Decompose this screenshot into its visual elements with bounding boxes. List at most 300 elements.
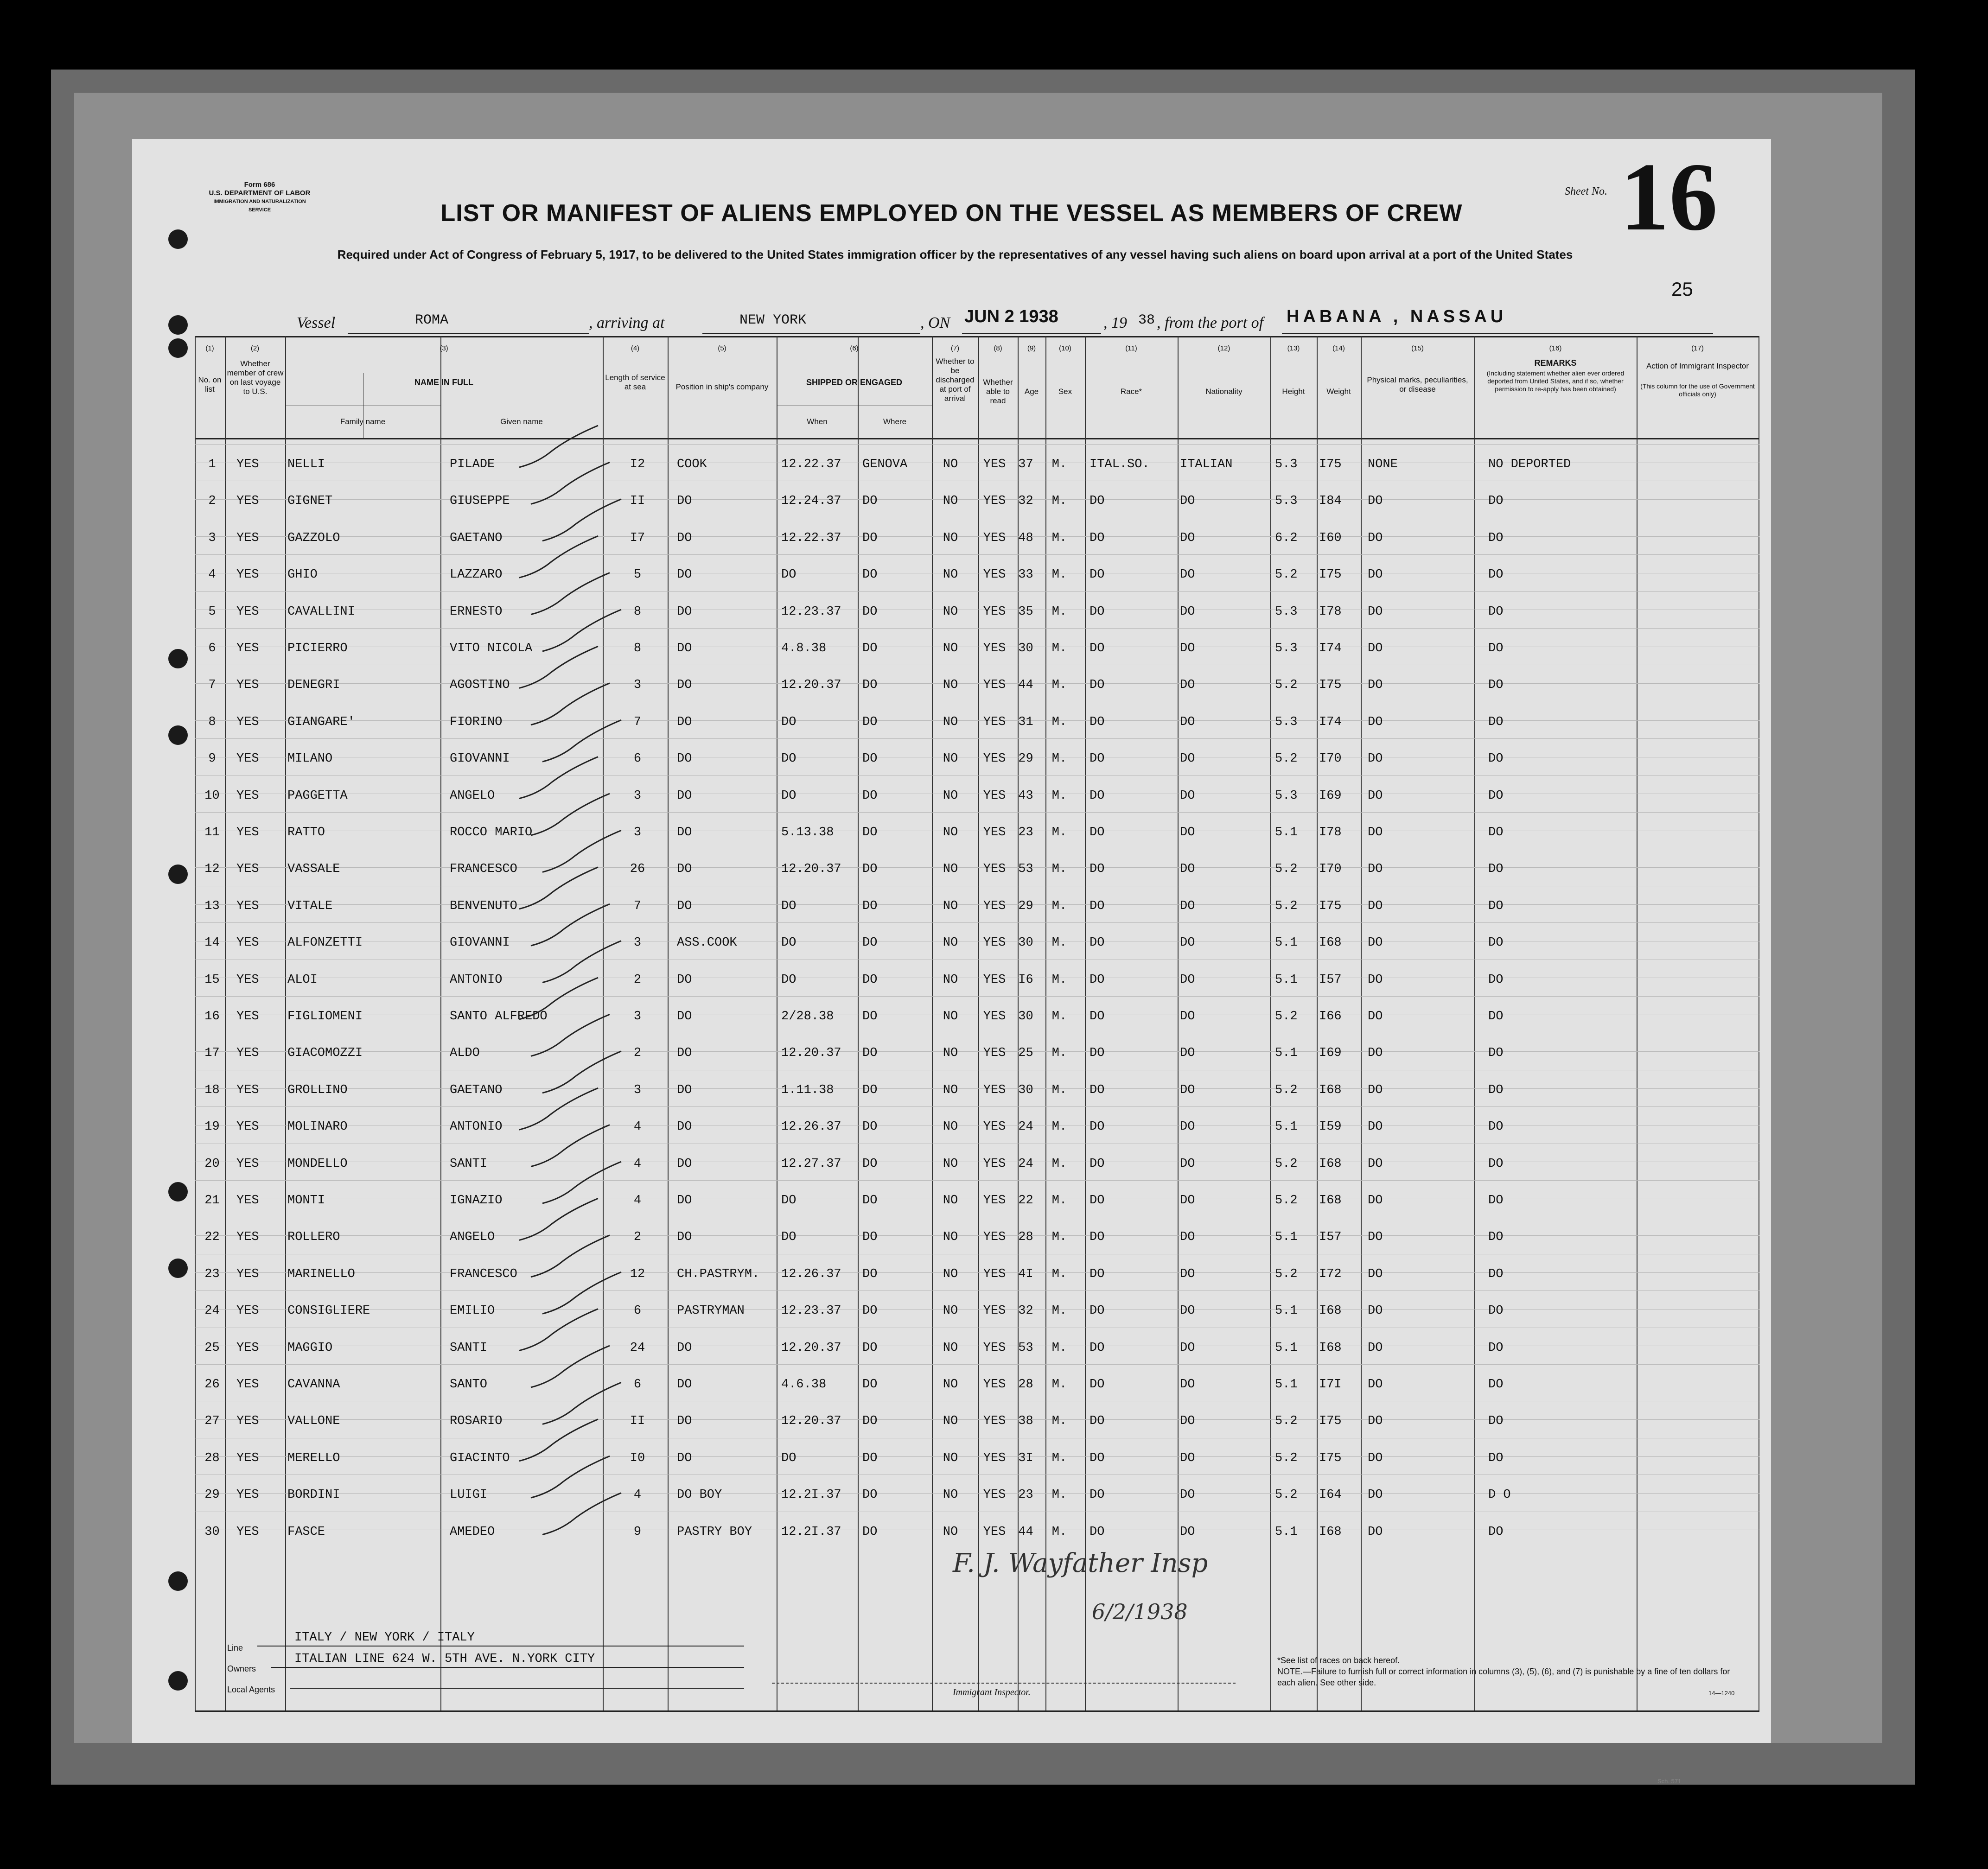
- table-cell: DO: [1368, 826, 1383, 839]
- table-cell: YES: [236, 752, 259, 766]
- table-cell: NO: [943, 936, 958, 950]
- table-cell: DO: [677, 1157, 692, 1171]
- table-cell: DO: [1180, 936, 1195, 950]
- table-cell: 5.1: [1275, 1378, 1298, 1392]
- table-cell: M.: [1051, 862, 1067, 877]
- col-header: Nationality: [1205, 387, 1242, 396]
- table-cell: DO: [862, 1046, 878, 1061]
- check-mark: [542, 610, 621, 651]
- check-mark: [531, 462, 610, 504]
- table-cell: 32: [1018, 1304, 1033, 1318]
- table-cell: BORDINI: [287, 1488, 340, 1502]
- table-cell: CH.PASTRYM.: [677, 1267, 760, 1281]
- table-cell: 23: [1018, 1488, 1033, 1502]
- table-cell: DO: [1180, 715, 1195, 729]
- table-cell: RATTO: [287, 826, 325, 839]
- from-port-label: , from the port of: [1157, 314, 1264, 331]
- col-num: (2): [250, 344, 260, 352]
- table-cell: I74: [1319, 715, 1342, 729]
- table-cell: I70: [1319, 862, 1342, 877]
- table-cell: DO: [1090, 531, 1105, 545]
- table-cell: DO: [862, 788, 878, 803]
- table-cell: DO: [1180, 1157, 1195, 1171]
- table-cell: YES: [236, 1194, 259, 1208]
- table-cell: DO: [1488, 1230, 1504, 1245]
- table-cell: DO: [677, 1120, 692, 1134]
- col-num: (8): [994, 344, 1002, 352]
- table-cell: DO: [677, 1230, 692, 1245]
- table-cell: LAZZARO: [450, 568, 503, 582]
- inspector-signature-line: [772, 1683, 1236, 1684]
- table-cell: I60: [1319, 531, 1342, 545]
- table-cell: YES: [983, 788, 1006, 803]
- table-cell: I84: [1319, 494, 1342, 509]
- table-cell: YES: [983, 1194, 1006, 1208]
- table-cell: SANTI: [450, 1157, 488, 1171]
- binder-hole: [168, 1571, 188, 1591]
- table-cell: DO: [677, 494, 692, 509]
- col-num: (5): [718, 344, 726, 352]
- table-cell: 23: [1018, 826, 1033, 839]
- table-cell: 5.1: [1275, 1525, 1298, 1539]
- table-cell: DO: [862, 1083, 878, 1097]
- table-cell: NO: [943, 1488, 958, 1502]
- table-cell: 4: [633, 1194, 642, 1208]
- binder-hole: [168, 1671, 188, 1691]
- col-num: (16): [1549, 344, 1562, 352]
- table-cell: 5.3: [1275, 788, 1298, 803]
- table-cell: I78: [1319, 604, 1342, 619]
- table-cell: DO: [1368, 1120, 1383, 1134]
- table-cell: 25: [1018, 1046, 1033, 1061]
- table-cell: NO: [943, 752, 958, 766]
- table-cell: 13: [204, 899, 220, 913]
- table-cell: IGNAZIO: [450, 1194, 503, 1208]
- table-cell: DO: [677, 1083, 692, 1097]
- table-cell: DO: [1180, 899, 1195, 913]
- col-subheader: Given name: [500, 417, 543, 426]
- table-cell: DO: [1488, 642, 1504, 655]
- table-cell: ALFONZETTI: [287, 936, 363, 950]
- table-cell: YES: [983, 1341, 1006, 1355]
- check-mark: [531, 1346, 610, 1387]
- table-cell: DO: [1180, 1525, 1195, 1539]
- table-cell: DO: [781, 715, 796, 729]
- departure-port: HABANA , NASSAU: [1287, 307, 1507, 326]
- table-cell: I75: [1319, 678, 1342, 693]
- table-cell: M.: [1051, 752, 1067, 766]
- table-cell: I64: [1319, 1488, 1342, 1502]
- table-cell: 12.20.37: [781, 1046, 841, 1061]
- table-cell: I70: [1319, 752, 1342, 766]
- table-cell: 7: [208, 678, 216, 693]
- date-underline: [962, 333, 1101, 334]
- vessel-label: Vessel: [297, 314, 336, 331]
- table-cell: BENVENUTO: [450, 899, 517, 913]
- table-cell: M.: [1051, 1378, 1067, 1392]
- table-cell: 12.22.37: [781, 531, 841, 545]
- table-cell: I68: [1319, 1194, 1342, 1208]
- table-cell: DO: [1368, 1414, 1383, 1429]
- table-cell: DO: [1488, 1414, 1504, 1429]
- table-cell: DO: [677, 604, 692, 619]
- table-cell: DO: [1368, 973, 1383, 987]
- col-num: (13): [1287, 344, 1300, 352]
- table-cell: 2: [633, 1046, 642, 1061]
- table-cell: NO: [943, 1083, 958, 1097]
- table-cell: DO: [862, 715, 878, 729]
- table-cell: DO: [1488, 936, 1504, 950]
- col-num: (12): [1217, 344, 1230, 352]
- table-cell: 12.2I.37: [781, 1488, 841, 1502]
- table-cell: I68: [1319, 1083, 1342, 1097]
- table-cell: 5.2: [1275, 1488, 1298, 1502]
- table-cell: 33: [1018, 568, 1033, 582]
- table-cell: DO: [1090, 1010, 1105, 1024]
- table-cell: DO: [781, 1230, 796, 1245]
- table-cell: DO: [1090, 1525, 1105, 1539]
- table-cell: 4I: [1018, 1267, 1033, 1281]
- table-cell: DO: [1488, 1378, 1504, 1392]
- table-cell: 29: [1018, 752, 1033, 766]
- table-cell: 5.3: [1275, 715, 1298, 729]
- check-mark: [531, 794, 610, 835]
- table-cell: 12.24.37: [781, 494, 841, 509]
- table-cell: 5.2: [1275, 1267, 1298, 1281]
- table-cell: DO: [1090, 752, 1105, 766]
- table-cell: DO: [1090, 1451, 1105, 1465]
- table-cell: 37: [1018, 458, 1033, 471]
- table-cell: DO: [1180, 862, 1195, 877]
- table-cell: 9: [633, 1525, 642, 1539]
- table-cell: 30: [1018, 1010, 1033, 1024]
- table-cell: M.: [1051, 1083, 1067, 1097]
- table-cell: DO: [1368, 1488, 1383, 1502]
- table-cell: DO: [1180, 531, 1195, 545]
- table-cell: 30: [1018, 642, 1033, 655]
- col-subheader: (This column for the use of Government officials only): [1640, 382, 1755, 398]
- table-cell: 2: [633, 973, 642, 987]
- col-num: (10): [1059, 344, 1071, 352]
- table-cell: DO: [1090, 494, 1105, 509]
- table-cell: ANTONIO: [450, 1120, 503, 1134]
- table-cell: YES: [236, 1157, 259, 1171]
- check-mark: [542, 499, 621, 541]
- table-cell: 44: [1018, 678, 1033, 693]
- table-cell: YES: [983, 715, 1006, 729]
- binder-hole: [168, 1182, 188, 1202]
- table-cell: NO: [943, 973, 958, 987]
- table-cell: DO: [1180, 1120, 1195, 1134]
- table-cell: 5.1: [1275, 1304, 1298, 1318]
- signature-date: 6/2/1938: [1092, 1599, 1188, 1624]
- table-cell: 38: [1018, 1414, 1033, 1429]
- form-notes: [1277, 1655, 1741, 1688]
- table-cell: I66: [1319, 1010, 1342, 1024]
- table-cell: DO: [862, 826, 878, 839]
- table-cell: I72: [1319, 1267, 1342, 1281]
- table-cell: I74: [1319, 642, 1342, 655]
- table-cell: 12.23.37: [781, 1304, 841, 1318]
- table-cell: 5.2: [1275, 1010, 1298, 1024]
- table-cell: 3: [633, 1083, 642, 1097]
- table-cell: DO: [1180, 1083, 1195, 1097]
- table-cell: GAETANO: [450, 531, 503, 545]
- table-cell: 3: [633, 788, 642, 803]
- check-mark: [542, 1272, 621, 1314]
- table-cell: YES: [983, 1451, 1006, 1465]
- check-mark: [542, 1162, 621, 1203]
- table-cell: DO: [862, 568, 878, 582]
- col-num: (9): [1027, 344, 1036, 352]
- table-cell: M.: [1051, 1525, 1067, 1539]
- table-cell: NO: [943, 568, 958, 582]
- table-cell: ROLLERO: [287, 1230, 340, 1245]
- arriving-port: NEW YORK: [739, 312, 807, 328]
- table-cell: YES: [983, 1378, 1006, 1392]
- table-cell: 9: [208, 752, 216, 766]
- table-cell: DO: [1368, 568, 1383, 582]
- col-subheader: Where: [883, 417, 907, 426]
- table-cell: YES: [236, 1414, 259, 1429]
- table-cell: GIOVANNI: [450, 936, 510, 950]
- table-cell: ITALIAN: [1180, 458, 1233, 471]
- table-cell: 43: [1018, 788, 1033, 803]
- table-cell: 4.6.38: [781, 1378, 827, 1392]
- table-cell: SANTI: [450, 1341, 488, 1355]
- table-cell: 3: [208, 531, 216, 545]
- table-cell: NO: [943, 1451, 958, 1465]
- table-cell: YES: [236, 936, 259, 950]
- table-cell: M.: [1051, 788, 1067, 803]
- table-cell: M.: [1051, 826, 1067, 839]
- table-cell: 30: [1018, 1083, 1033, 1097]
- table-cell: 1.11.38: [781, 1083, 834, 1097]
- table-cell: YES: [983, 826, 1006, 839]
- table-cell: DO: [781, 752, 796, 766]
- table-cell: MONTI: [287, 1194, 325, 1208]
- table-cell: M.: [1051, 973, 1067, 987]
- col-subheader: When: [807, 417, 828, 426]
- table-cell: DO: [1090, 862, 1105, 877]
- vessel-name: ROMA: [415, 312, 449, 328]
- table-cell: YES: [983, 531, 1006, 545]
- table-cell: ANGELO: [450, 788, 495, 803]
- table-cell: YES: [983, 1046, 1006, 1061]
- table-cell: DO: [1368, 604, 1383, 619]
- table-cell: YES: [983, 1304, 1006, 1318]
- col-header: REMARKS: [1534, 358, 1577, 368]
- table-cell: DO: [1090, 1157, 1105, 1171]
- table-cell: M.: [1051, 1230, 1067, 1245]
- check-mark: [519, 1419, 598, 1461]
- table-cell: DO: [1368, 715, 1383, 729]
- table-cell: 8: [208, 715, 216, 729]
- table-cell: NO: [943, 1341, 958, 1355]
- table-cell: DO: [1488, 788, 1504, 803]
- check-mark: [531, 1014, 610, 1056]
- table-cell: YES: [236, 788, 259, 803]
- table-cell: DO: [862, 899, 878, 913]
- table-cell: DO: [862, 1488, 878, 1502]
- col-header: Whether member of crew on last voyage to U.S.: [227, 359, 284, 396]
- table-cell: DO: [781, 1194, 796, 1208]
- arriving-label: , arriving at: [589, 314, 665, 331]
- table-cell: II: [630, 494, 645, 509]
- table-cell: I78: [1319, 826, 1342, 839]
- table-cell: 20: [204, 1157, 220, 1171]
- table-cell: DO: [1090, 788, 1105, 803]
- table-cell: YES: [983, 1488, 1006, 1502]
- check-mark: [542, 1493, 621, 1535]
- table-cell: DO: [677, 1414, 692, 1429]
- table-cell: DO: [1368, 862, 1383, 877]
- col-header: Whether able to read: [983, 378, 1013, 405]
- table-cell: M.: [1051, 1451, 1067, 1465]
- table-cell: 5.2: [1275, 1451, 1298, 1465]
- table-cell: DO: [1368, 1341, 1383, 1355]
- local-agents-label: Local Agents: [227, 1685, 275, 1694]
- table-cell: I7I: [1319, 1378, 1342, 1392]
- table-cell: DO: [781, 568, 796, 582]
- table-cell: YES: [983, 752, 1006, 766]
- table-cell: 5.1: [1275, 826, 1298, 839]
- table-cell: FASCE: [287, 1525, 325, 1539]
- table-cell: 28: [1018, 1230, 1033, 1245]
- table-cell: AGOSTINO: [450, 678, 510, 693]
- table-cell: DO: [1488, 1525, 1504, 1539]
- table-cell: NELLI: [287, 458, 325, 471]
- table-cell: DO: [1488, 973, 1504, 987]
- table-cell: DO: [781, 973, 796, 987]
- table-cell: 30: [1018, 936, 1033, 950]
- binder-hole: [168, 338, 188, 358]
- table-cell: 12: [204, 862, 220, 877]
- table-cell: FIORINO: [450, 715, 503, 729]
- table-cell: DO: [862, 494, 878, 509]
- table-cell: YES: [236, 1046, 259, 1061]
- table-cell: YES: [236, 1120, 259, 1134]
- table-cell: YES: [236, 715, 259, 729]
- table-cell: MERELLO: [287, 1451, 340, 1465]
- table-cell: DO: [677, 1341, 692, 1355]
- table-cell: DO: [1090, 1194, 1105, 1208]
- check-mark: [542, 1051, 621, 1093]
- table-cell: DO: [1090, 826, 1105, 839]
- table-cell: 5.3: [1275, 458, 1298, 471]
- table-cell: NO: [943, 494, 958, 509]
- table-cell: DO: [1488, 678, 1504, 693]
- table-cell: I59: [1319, 1120, 1342, 1134]
- table-bottom-border: [195, 1710, 1759, 1712]
- department-name: U.S. DEPARTMENT OF LABOR: [209, 189, 311, 197]
- table-cell: M.: [1051, 568, 1067, 582]
- table-cell: DO: [677, 826, 692, 839]
- table-cell: 5.2: [1275, 752, 1298, 766]
- table-cell: 12.2I.37: [781, 1525, 841, 1539]
- document-subtitle: Required under Act of Congress of February 5, 1917, to be delivered to the United States immigration officer by the representatives of any vessel having such aliens on board upon arrival at a port of the United States: [337, 248, 1573, 261]
- table-cell: YES: [983, 568, 1006, 582]
- table-cell: DO: [862, 1414, 878, 1429]
- table-cell: DO: [677, 1010, 692, 1024]
- table-cell: YES: [236, 1525, 259, 1539]
- table-cell: DO: [1488, 1267, 1504, 1281]
- table-cell: DO: [1090, 899, 1105, 913]
- table-cell: AMEDEO: [450, 1525, 495, 1539]
- table-cell: CAVANNA: [287, 1378, 340, 1392]
- table-cell: M.: [1051, 494, 1067, 509]
- table-cell: M.: [1051, 1194, 1067, 1208]
- table-cell: SANTO: [450, 1378, 488, 1392]
- table-cell: 11: [204, 826, 220, 839]
- table-cell: 5.3: [1275, 642, 1298, 655]
- table-cell: DO: [1368, 642, 1383, 655]
- table-cell: YES: [236, 899, 259, 913]
- table-cell: GHIO: [287, 568, 318, 582]
- table-cell: 6: [633, 752, 642, 766]
- table-cell: 2: [208, 494, 216, 509]
- table-cell: VITO NICOLA: [450, 642, 533, 655]
- check-mark: [519, 536, 598, 578]
- table-cell: 12.26.37: [781, 1267, 841, 1281]
- owners-label: Owners: [227, 1664, 256, 1673]
- table-cell: DO: [1180, 788, 1195, 803]
- table-cell: YES: [983, 1157, 1006, 1171]
- table-cell: FIGLIOMENI: [287, 1010, 363, 1024]
- table-cell: MOLINARO: [287, 1120, 348, 1134]
- table-cell: DO: [1090, 1488, 1105, 1502]
- table-cell: YES: [236, 1341, 259, 1355]
- table-cell: DO: [1180, 678, 1195, 693]
- table-cell: 24: [1018, 1120, 1033, 1134]
- check-mark: [531, 1125, 610, 1167]
- table-cell: NO: [943, 826, 958, 839]
- table-cell: M.: [1051, 642, 1067, 655]
- table-cell: NO: [943, 1010, 958, 1024]
- table-cell: PAGGETTA: [287, 788, 348, 803]
- table-cell: 29: [1018, 899, 1033, 913]
- col-num: (14): [1332, 344, 1345, 352]
- table-cell: I69: [1319, 788, 1342, 803]
- vessel-underline: [348, 333, 589, 334]
- table-cell: 12: [630, 1267, 645, 1281]
- table-cell: 14: [204, 936, 220, 950]
- table-cell: 53: [1018, 862, 1033, 877]
- table-cell: I57: [1319, 1230, 1342, 1245]
- table-cell: 2: [633, 1230, 642, 1245]
- table-cell: M.: [1051, 1488, 1067, 1502]
- check-mark: [542, 720, 621, 762]
- table-cell: YES: [236, 1488, 259, 1502]
- table-cell: CAVALLINI: [287, 604, 355, 619]
- table-cell: DO: [781, 899, 796, 913]
- binder-hole: [168, 315, 188, 335]
- table-cell: NO: [943, 1230, 958, 1245]
- col-num: (4): [631, 344, 640, 352]
- table-cell: 8: [633, 642, 642, 655]
- table-cell: DO: [862, 1157, 878, 1171]
- table-cell: 44: [1018, 1525, 1033, 1539]
- table-cell: M.: [1051, 1046, 1067, 1061]
- check-mark: [519, 978, 598, 1019]
- table-cell: DO: [1368, 936, 1383, 950]
- table-cell: I68: [1319, 1304, 1342, 1318]
- table-cell: NO: [943, 788, 958, 803]
- table-cell: I69: [1319, 1046, 1342, 1061]
- table-cell: 12.20.37: [781, 678, 841, 693]
- table-cell: DO: [1090, 1083, 1105, 1097]
- table-cell: 5.2: [1275, 568, 1298, 582]
